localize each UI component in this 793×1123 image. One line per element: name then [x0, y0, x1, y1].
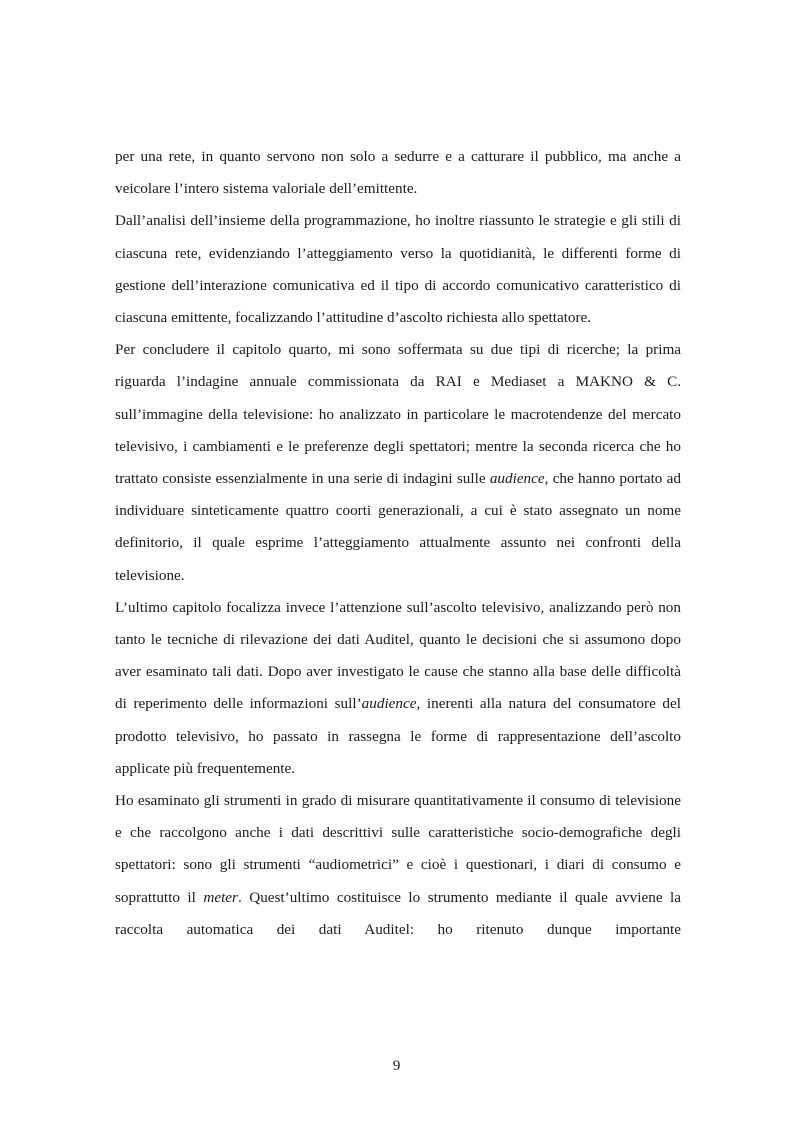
paragraph-5-italic-term: meter	[203, 888, 238, 906]
paragraph-5	[115, 785, 681, 946]
paragraph-4-text-b: , inerenti alla natura del consumatore del prodotto televisivo, ho passato in rassegna le forme di rappresentazione dell’ascolto applicate più frequentemente.	[115, 695, 681, 777]
paragraph-2-text: Dall’analisi dell’insieme della programmazione, ho inoltre riassunto le strategie e gli stili di ciascuna rete, evidenziando l’atteggiamento verso la quotidianità, le differenti forme di gestione dell’interazione comunicativa ed il tipo di accordo comunicativo caratteristico di ciascuna emittente, focalizzando l’attitudine d’ascolto richiesta allo spettatore.	[115, 212, 681, 327]
paragraph-3-italic-term: audience	[489, 470, 545, 488]
page-number: 9	[392, 1057, 401, 1074]
paragraph-1	[115, 141, 681, 205]
paragraph-3-text-b: , che hanno portato ad individuare sinteticamente quattro coorti generazionali, a cui è stato assegnato un nome definitorio, il quale esprime l’atteggiamento attualmente assunto nei confronti della televisione.	[115, 470, 681, 584]
paragraph-5-text-a: Ho esaminato gli strumenti in grado di misurare quantitativamente il consumo di televisione e che raccolgono anche i dati descrittivi sulle caratteristiche socio-demografiche degli spettatori: sono gli strumenti “audiometrici” e cioè i questionari, i diari di consumo e soprattutto il	[115, 792, 681, 906]
paragraph-1-text: per una rete, in quanto servono non solo a sedurre e a catturare il pubblico, ma anche a veicolare l’intero sistema valoriale dell’emittente.	[115, 148, 681, 198]
paragraph-5-text-b: . Quest’ultimo costituisce lo strumento mediante il quale avviene la raccolta automatica dei dati Auditel: ho ritenuto dunque importante	[115, 888, 681, 938]
paragraph-4-text-a: L’ultimo capitolo focalizza invece l’attenzione sull’ascolto televisivo, analizzando però non tanto le tecniche di rilevazione dei dati Auditel, quanto le decisioni che si assumono dopo aver esaminato tali dati. Dopo aver investigato le cause che stanno alla base delle difficoltà di reperimento delle informazioni sull’	[115, 598, 681, 713]
paragraph-3-text-a: Per concludere il capitolo quarto, mi sono soffermata su due tipi di ricerche; la prima riguarda l’indagine annuale commissionata da RAI e Mediaset a MAKNO & C. sull’immagine della televisione: ho analizzato in particolare le macrotendenze del mercato televisivo, i cambiamenti e le preferenze degli spettatori; mentre la seconda ricerca che ho trattato consiste essenzialmente in una serie di indagini sulle	[115, 341, 681, 488]
paragraph-4	[115, 592, 681, 785]
paragraph-4-italic-term: audience	[361, 695, 417, 713]
paragraph-3	[115, 334, 681, 592]
paragraph-2	[115, 205, 681, 334]
body-text	[115, 141, 681, 946]
